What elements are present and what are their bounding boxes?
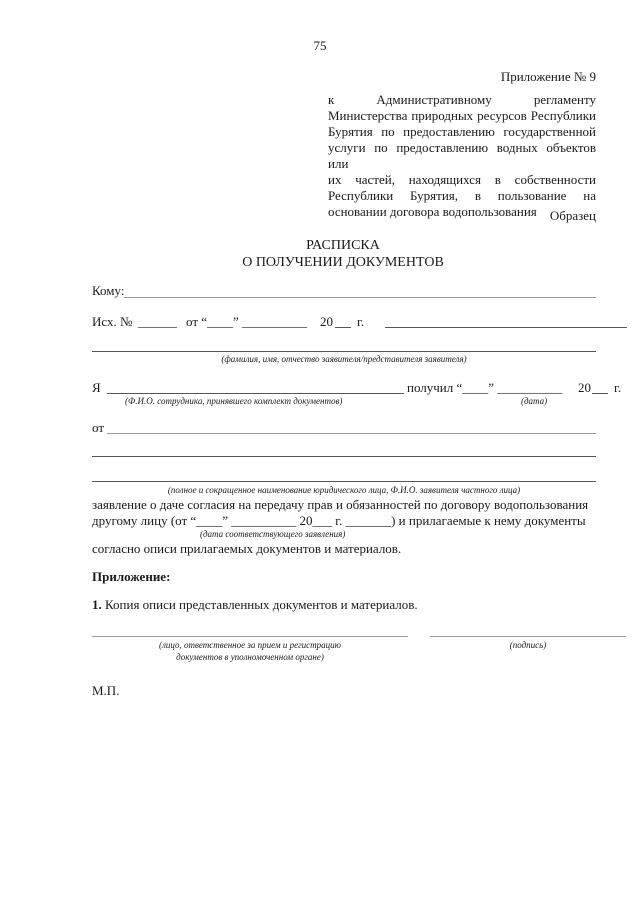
responsible-line <box>92 636 408 637</box>
statement-note: (дата соответствующего заявления) <box>200 529 346 539</box>
statement-line-3: согласно описи прилагаемых документов и материалов. <box>92 541 402 556</box>
employee-note: (Ф.И.О. сотрудника, принявшего комплект документов) <box>125 396 343 406</box>
document-title: РАСПИСКА <box>306 238 380 253</box>
regulation-line: Бурятия по предоставлению государственной <box>328 124 596 139</box>
regulation-line: их частей, находящихся в собственности <box>328 172 596 187</box>
statement-line-1: заявление о даче согласия на передачу прав и обязанностей по договору водопользования <box>92 497 589 512</box>
statement-line-2: другому лицу (от “____” __________ 20___ г. _______) и прилагаемые к нему документы <box>92 513 586 528</box>
from-label: от <box>92 420 105 435</box>
appendix-item <box>92 597 418 613</box>
outgoing-number-label: Исх. № <box>92 314 133 329</box>
outgoing-number-blank: ______ <box>138 314 177 329</box>
regulation-line: Республики Бурятия, в пользование на <box>328 188 596 203</box>
regulation-line: основании договора водопользования <box>328 204 537 219</box>
page-number: 75 <box>313 38 327 53</box>
regulation-line: услуги по предоставлению водных объектов или <box>328 140 596 171</box>
appendix-item-number: 1. <box>92 597 102 612</box>
employee-line <box>107 393 404 394</box>
received-year-blank <box>592 393 608 394</box>
entity-line-1 <box>92 456 596 457</box>
regulation-line: к Административному регламенту <box>328 92 596 107</box>
date-note: (дата) <box>521 396 548 406</box>
regulation-reference <box>328 92 596 220</box>
sample-label: Образец <box>549 208 596 223</box>
applicant-line <box>92 351 596 352</box>
signature-line <box>430 636 626 637</box>
regulation-line: Министерства природных ресурсов Республики <box>328 108 596 123</box>
entity-note: (полное и сокращенное наименование юридического лица, Ф.И.О. заявителя частного лица) <box>167 485 521 495</box>
responsible-note-1: (лицо, ответственное за прием и регистрацию <box>158 640 341 650</box>
outgoing-date: от “____” __________ <box>186 314 308 329</box>
outgoing-year-prefix: 20 <box>320 314 333 329</box>
stamp-label: М.П. <box>92 683 120 698</box>
i-label: Я <box>92 380 101 395</box>
outgoing-year-suffix: г. <box>357 314 365 329</box>
to-label: Кому: <box>92 283 125 298</box>
applicant-note: (фамилия, имя, отчество заявителя/представителя заявителя) <box>221 354 467 364</box>
appendix-heading: Приложение: <box>92 569 171 584</box>
received-year-prefix: 20 <box>578 380 591 395</box>
outgoing-extra-line <box>385 327 627 328</box>
entity-line-2 <box>92 481 596 482</box>
received-year-suffix: г. <box>614 380 622 395</box>
responsible-note-2: документов в уполномоченном органе) <box>176 652 324 662</box>
to-line <box>124 297 596 298</box>
signature-note: (подпись) <box>509 640 547 650</box>
annex-label: Приложение № 9 <box>500 69 596 84</box>
received-date: получил “____” __________ <box>407 380 563 395</box>
appendix-item-text: Копия описи представленных документов и материалов. <box>105 597 418 612</box>
from-line <box>107 433 596 434</box>
outgoing-year-blank <box>335 327 351 328</box>
document-subtitle: О ПОЛУЧЕНИИ ДОКУМЕНТОВ <box>242 255 444 270</box>
